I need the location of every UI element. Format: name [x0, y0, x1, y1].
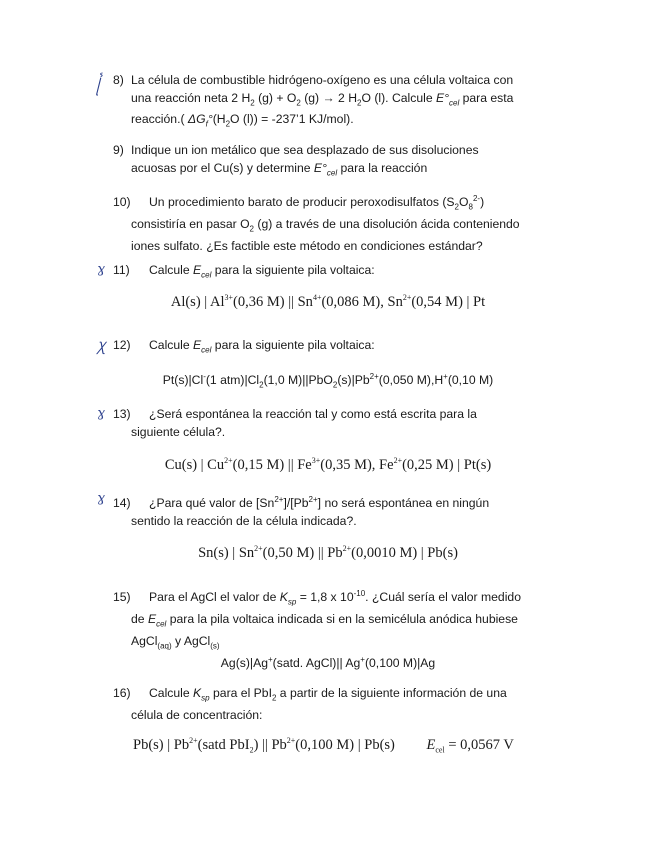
- cell-notation-13: Cu(s) | $Cu^{2+}(0,15$ M) || $Fe^{3+}(0,35$ M), $Fe^{2+}(0,25$ M) | Pt(s): [164, 456, 492, 473]
- question-number: 8): [113, 73, 124, 87]
- question-8: 8) La célula de combustible hidrógeno-oxígeno es una célula voltaica con una reacción neta 2 $H_2$ $(g) + O_2$ (g) → 2 $H_2O$ (l). Calcule $E^\circ_{cel}$ para esta reacción.( $\Delta G_f^\circ(H_2O$ (l)) = -237’1 KJ/mol).: [113, 73, 514, 129]
- cell-notation-11: Al(s) | $Al^{3+}(0,36$ M) || $Sn^{4+}(0,086$ M), $Sn^{2+}(0,54$ M) | Pt: [170, 293, 486, 310]
- question-15: 15) Para el AgCl el valor de $K_{sp} = 1,8$ x $10^{-10}$. ¿Cuál sería el valor medido de $E_{cel}$ para la pila voltaica indicada si en la semicélula anódica hubiese AgCl$_{(aq)}$ y AgCl$_{(s)}$: [113, 589, 521, 651]
- question-number: 12): [113, 338, 131, 352]
- question-number: 13): [113, 407, 131, 421]
- question-number: 10): [113, 195, 131, 210]
- cell-notation-12: Pt(s)|Cl-(1 $atm)|Cl_2(1,0$ $M)||PbO_2(s)|Pb^{2+}(0,050$ M),H+(0,10 M): [162, 372, 494, 390]
- question-number: 15): [113, 590, 131, 605]
- question-12: 12) Calcule $E_{cel}$ para la siguiente pila voltaica:: [113, 338, 375, 355]
- question-16: 16) Calcule $K_{sp}$ para el PbI$_2$ a partir de la siguiente información de una célula de concentración:: [113, 686, 507, 722]
- question-number: 16): [113, 686, 131, 700]
- question-number: 9): [113, 143, 124, 157]
- cell-notation-15: Ag(s)|Ag+(satd. AgCl)|| Ag+(0,100 M)|Ag: [220, 655, 436, 671]
- question-13: 13) ¿Será espontánea la reacción tal y como está escrita para la siguiente célula?.: [113, 407, 477, 439]
- question-10: 10) Un procedimiento barato de producir peroxodisulfatos $(S_2O_8^{2-})$ consistiría en pasar $O_2$ (g) a través de una disolución ácida conteniendo iones sulfato. ¿Es factible este método en condiciones estándar?: [113, 194, 520, 253]
- question-11: 11) Calcule $E_{cel}$ para la siguiente pila voltaica:: [113, 263, 375, 280]
- cell-notation-14: Sn(s) | $Sn^{2+}(0,50$ M) || $Pb^{2+}(0,0010$ M) | Pb(s): [198, 544, 458, 561]
- handwritten-mark: Ꭓ: [97, 340, 106, 355]
- handwritten-mark: ɣ: [97, 262, 105, 277]
- question-9: 9) Indique un ion metálico que sea desplazado de sus disoluciones acuosas por el Cu(s) y determine $E^\circ_{cel}$ para la reacción: [113, 143, 479, 177]
- question-14: 14) ¿Para qué valor de $[Sn^{2+}]/[Pb^{2+}]$ no será espontánea en ningún sentido la reacción de la célula indicada?.: [113, 495, 490, 528]
- handwritten-mark: ɣ: [97, 491, 105, 506]
- question-number: 14): [113, 496, 131, 511]
- handwritten-mark: ꧌: [97, 74, 101, 89]
- question-number: 11): [113, 263, 130, 277]
- handwritten-mark: ɣ: [97, 406, 105, 421]
- cell-notation-16: Pb(s) | $Pb^{2+}(satd$ PbI$_2$) || $Pb^{2+}(0,100$ M) | Pb(s) $E_{cel} = 0,0567$ V: [133, 736, 514, 755]
